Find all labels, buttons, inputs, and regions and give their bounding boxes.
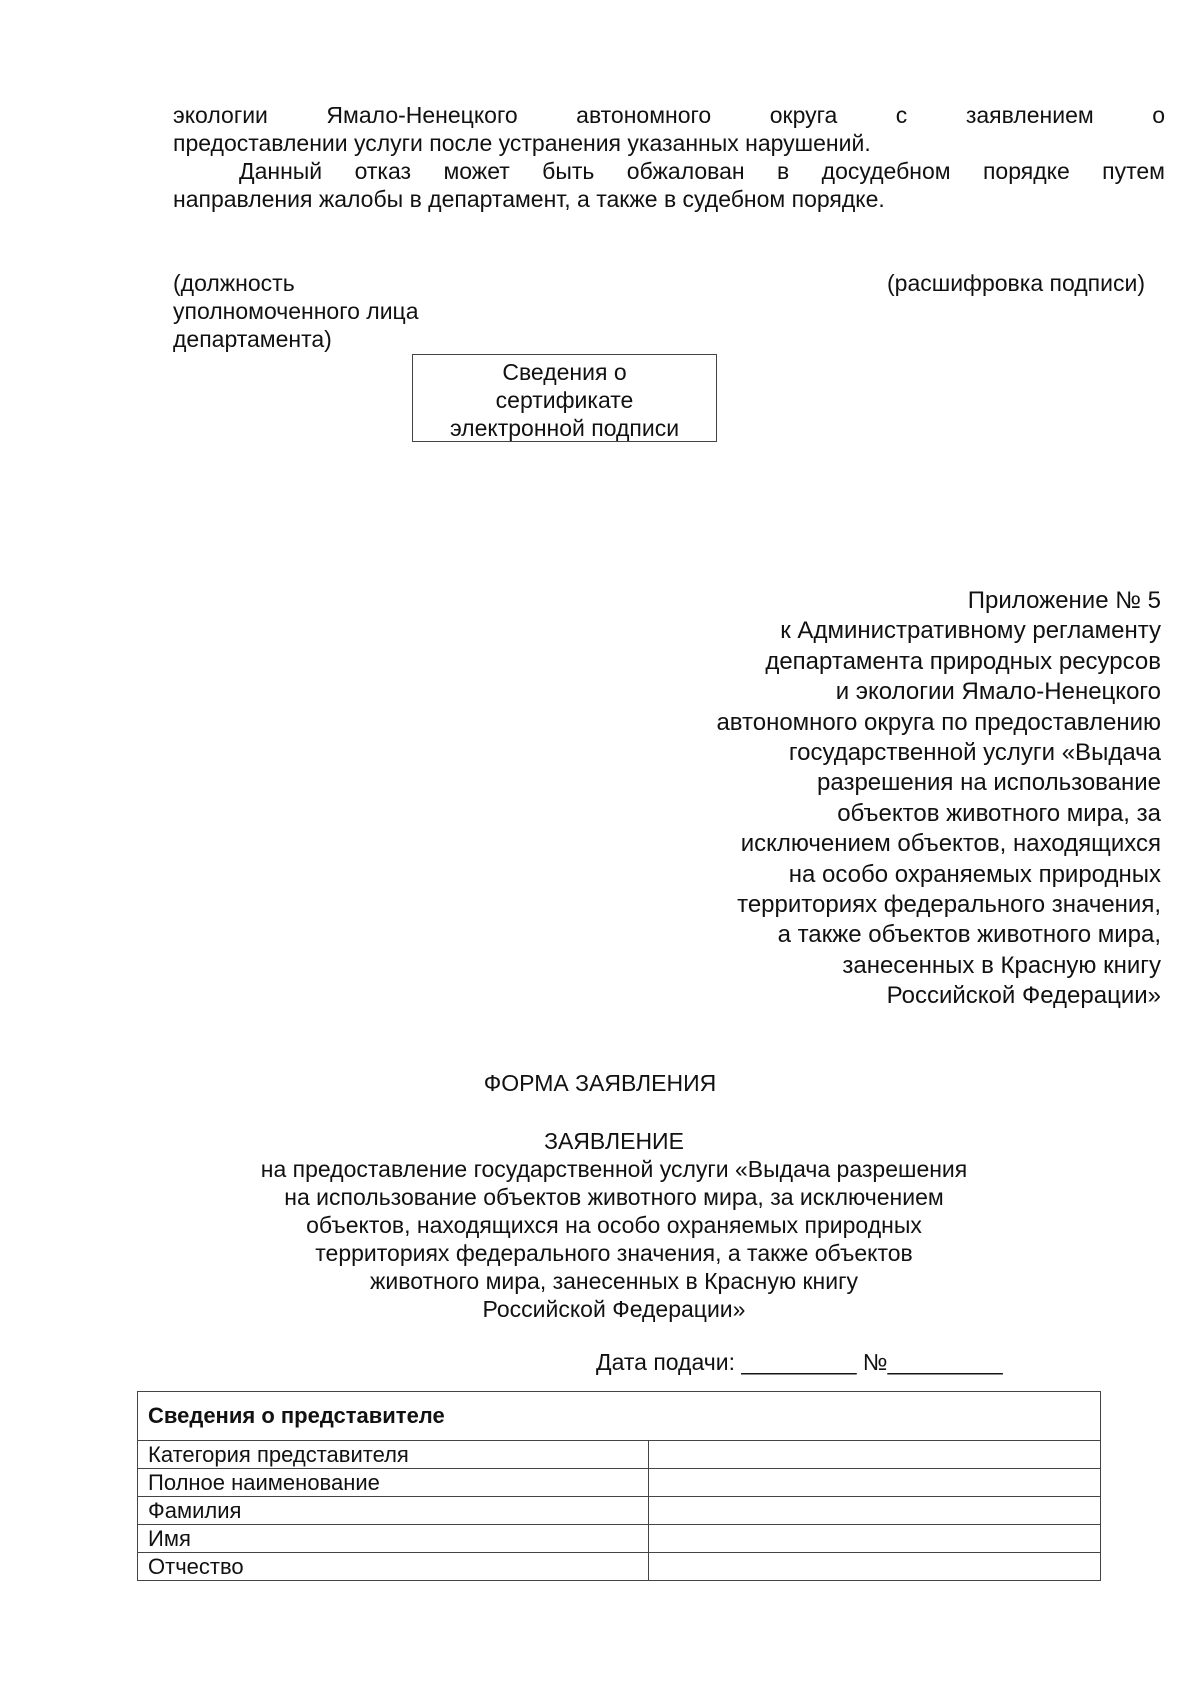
row-value[interactable] — [649, 1469, 1101, 1497]
e-signature-certificate-box — [412, 354, 717, 442]
position-line: департамента) — [173, 326, 332, 352]
appendix-line: к Административному регламенту — [780, 617, 1161, 645]
appendix-line: объектов животного мира, за — [837, 799, 1161, 827]
appendix-line: автономного округа по предоставлению — [716, 708, 1161, 736]
row-label: Категория представителя — [138, 1441, 649, 1469]
position-line: уполномоченного лица — [173, 298, 419, 324]
statement-subtitle — [164, 1155, 1064, 1323]
table-header-row — [138, 1392, 1101, 1441]
appendix-header — [560, 586, 1161, 1012]
subtitle-line: на использование объектов животного мира, за исключением — [284, 1184, 944, 1210]
appendix-line: Приложение № 5 — [967, 587, 1161, 614]
signature-decoding-label: (расшифровка подписи) — [887, 270, 1145, 296]
row-value[interactable] — [649, 1553, 1101, 1581]
signature-position-label — [173, 269, 419, 353]
paragraph-line: Данный отказ может быть обжалован в досудебном порядке путем — [239, 158, 1165, 184]
appendix-line: разрешения на использование — [817, 769, 1161, 797]
submission-date-line: Дата подачи: _________ №_________ — [596, 1349, 1003, 1375]
appendix-line: занесенных в Красную книгу — [842, 951, 1161, 979]
certificate-box-line: Сведения о — [502, 359, 627, 385]
appendix-line: территориях федерального значения, — [737, 891, 1161, 919]
subtitle-line: территориях федерального значения, а также объектов — [315, 1240, 913, 1266]
appendix-line: государственной услуги «Выдача — [788, 739, 1161, 767]
table-row — [138, 1497, 1101, 1525]
position-line: (должность — [173, 270, 295, 296]
appendix-line: и экологии Ямало-Ненецкого — [835, 678, 1161, 706]
appendix-line: а также объектов животного мира, — [777, 921, 1161, 949]
statement-heading: ЗАЯВЛЕНИЕ — [544, 1128, 684, 1154]
certificate-box-line: сертификате — [495, 387, 634, 413]
row-label: Имя — [138, 1525, 649, 1553]
paragraph-line: направления жалобы в департамент, а также в судебном порядке. — [173, 186, 885, 212]
table-row — [138, 1469, 1101, 1497]
table-row — [138, 1525, 1101, 1553]
form-title: ФОРМА ЗАЯВЛЕНИЯ — [483, 1070, 717, 1096]
subtitle-line: животного мира, занесенных в Красную книгу — [370, 1268, 858, 1294]
appendix-line: исключением объектов, находящихся — [740, 830, 1161, 858]
row-label: Фамилия — [138, 1497, 649, 1525]
representative-info-table — [137, 1391, 1101, 1581]
certificate-box-line: электронной подписи — [449, 415, 680, 441]
paragraph-line: экологии Ямало-Ненецкого автономного округа с заявлением о — [173, 102, 1165, 128]
paragraph-line: предоставлении услуги после устранения указанных нарушений. — [173, 130, 871, 156]
subtitle-line: на предоставление государственной услуги «Выдача разрешения — [260, 1156, 968, 1182]
appendix-line: департамента природных ресурсов — [765, 647, 1161, 675]
row-value[interactable] — [649, 1441, 1101, 1469]
table-header: Сведения о представителе — [138, 1392, 1101, 1441]
row-label: Отчество — [138, 1553, 649, 1581]
subtitle-line: Российской Федерации» — [482, 1296, 746, 1322]
appendix-line: Российской Федерации» — [886, 982, 1161, 1010]
appendix-line: на особо охраняемых природных — [788, 860, 1161, 888]
row-value[interactable] — [649, 1497, 1101, 1525]
table-row — [138, 1441, 1101, 1469]
table-row — [138, 1553, 1101, 1581]
subtitle-line: объектов, находящихся на особо охраняемых природных — [306, 1212, 922, 1238]
row-label: Полное наименование — [138, 1469, 649, 1497]
row-value[interactable] — [649, 1525, 1101, 1553]
